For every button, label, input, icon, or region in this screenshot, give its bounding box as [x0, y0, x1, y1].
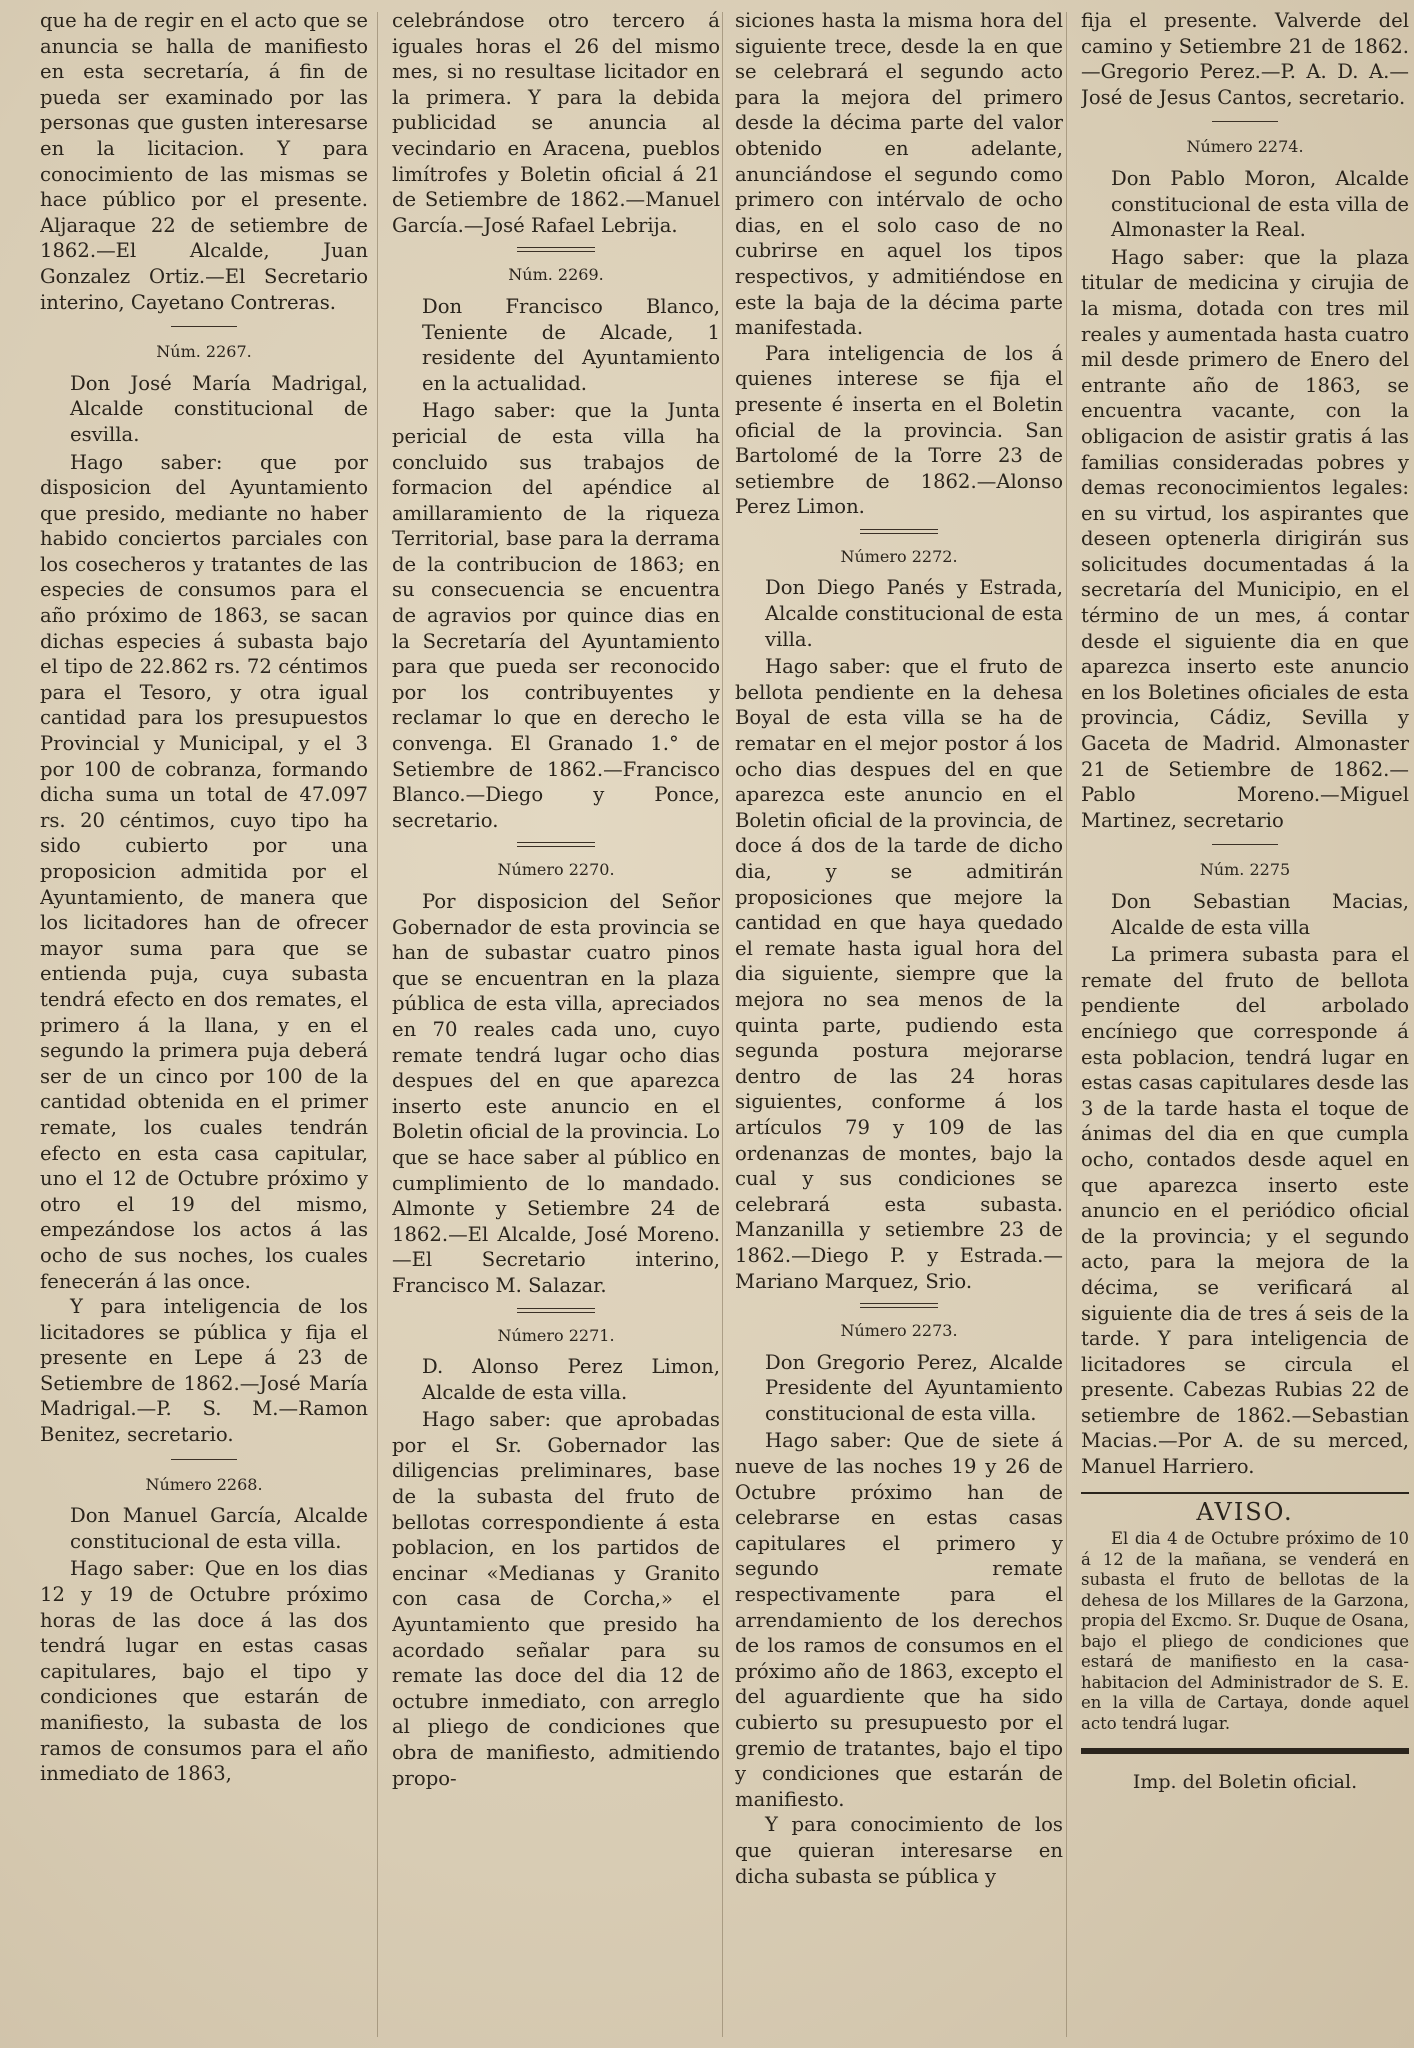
- notice-number: Número 2271.: [497, 1325, 615, 1345]
- notice-body: Hago saber: Que de siete á nueve de las noches 19 y 26 de Octubre próximo han de celebrarse en estas casas capitulares el primero y segundo remate respectivamente para el arrendamiento de los derechos de los ramos de consumos en el próximo año de 1863, excepto el del aguardiente que ha sido cubierto su presupuesto por el gremio de tratantes, bajo el tipo y condiciones que estarán de manifiesto.: [735, 1429, 1063, 1811]
- notice-number: Número 2272.: [840, 546, 958, 566]
- notice-heading: Don José María Madrigal, Alcalde constitucional de esvilla.: [70, 371, 368, 446]
- notice-heading: D. Alonso Perez Limon, Alcalde de esta villa.: [422, 1355, 720, 1404]
- notice-body: Hago saber: Que en los dias 12 y 19 de Octubre próximo horas de las doce á las dos tendrá lugar en estas casas capitulares, bajo el tipo y condiciones que estarán de manifiesto, la subasta de los ramos de consumos para el año inmediato de 1863,: [40, 1557, 368, 1786]
- column-rule-2: [722, 12, 723, 2037]
- notice-heading: Don Francisco Blanco, Teniente de Alcade, 1 residente del Ayuntamiento en la actualidad.: [422, 294, 720, 395]
- notice-body: Y para conocimiento de los que quieran interesarse en dicha subasta se pública y: [735, 1813, 1063, 1888]
- separator: [40, 1454, 368, 1464]
- notice-2266-continuation: que ha de regir en el acto que se anuncia se halla de manifiesto en esta secretaría, á fin de pueda ser examinado por las personas que gusten interesarse en la licitacion. Y para conocimiento de las mismas se hace público por el presente. Aljaraque 22 de setiembre de 1862.—El Alcalde, Juan Gonzalez Ortiz.—El Secretario interino, Cayetano Contreras.: [40, 9, 368, 314]
- aviso-title: AVISO.: [1196, 1497, 1294, 1526]
- column-1: [40, 8, 368, 1787]
- notice-2273-continuation: fija el presente. Valverde del camino y Setiembre 21 de 1862.—Gregorio Perez.—P. A. D. A.—José de Jesus Cantos, secretario.: [1081, 9, 1409, 109]
- column-rule-1: [377, 12, 378, 2037]
- heavy-rule: [1081, 1748, 1409, 1754]
- separator: [392, 839, 720, 849]
- notice-2271-continuation: siciones hasta la misma hora del siguiente trece, desde la en que se celebrará el segundo acto para la mejora del primero desde la décima parte del valor obtenido en adelante, anunciándose el segundo como primero con intérvalo de ocho dias, en el solo caso de no cubrirse en aquel los tipos respectivos, y admitiéndose en este la baja de la décima parte manifestada.: [735, 9, 1063, 340]
- notice-body: Hago saber: que aprobadas por el Sr. Gobernador las diligencias preliminares, base de la subasta del fruto de bellotas correspondiente á esta poblacion, en los partidos de encinar «Medianas y Granito con casa de Corcha,» el Ayuntamiento que presido ha acordado señalar para su remate las doce del dia 12 de octubre inmediato, con arreglo al pliego de condiciones que obra de manifiesto, admitiendo propo-: [392, 1408, 720, 1790]
- column-2: [392, 8, 720, 1791]
- notice-number: Núm. 2267.: [156, 342, 252, 362]
- notice-heading: Don Manuel García, Alcalde constitucional de esta villa.: [70, 1504, 368, 1553]
- notice-2268-continuation: celebrándose otro tercero á iguales horas el 26 del mismo mes, si no resultase licitador en la primera. Y para la debida publicidad se anuncia al vecindario en Aracena, pueblos limítrofes y Boletin oficial á 21 de Setiembre de 1862.—Manuel García.—José Rafael Lebrija.: [392, 9, 720, 237]
- notice-body: Por disposicion del Señor Gobernador de esta provincia se han de subastar cuatro pinos que se encuentran en la plaza pública de esta villa, apreciados en 70 reales cada uno, cuyo remate tendrá lugar ocho dias despues del en que aparezca inserto este anuncio en el Boletin oficial de la provincia. Lo que se hace saber al público en cumplimiento de lo mandado. Almonte y Setiembre 24 de 1862.—El Alcalde, José Moreno.—El Secretario interino, Francisco M. Salazar.: [392, 890, 720, 1297]
- notice-number: Núm. 2269.: [508, 265, 604, 285]
- aviso-body: El dia 4 de Octubre próximo de 10 á 12 de la mañana, se venderá en subasta el fruto de bellotas de la dehesa de los Millares de la Garzona, propia del Excmo. Sr. Duque de Osana, bajo el pliego de condiciones que estará de manifiesto en la casa-habitacion del Administrador de S. E. en la villa de Cartaya, donde aquel acto tendrá lugar.: [1081, 1529, 1409, 1733]
- notice-body: La primera subasta para el remate del fruto de bellota pendiente del arbolado encíniego que corresponde á esta poblacion, tendrá lugar en estas casas capitulares desde las 3 de la tarde hasta el toque de ánimas del dia en que cumpla ocho, contados desde aquel en que aparezca inserto este anuncio en el periódico oficial de la provincia; y el segundo acto, para la mejora de la décima, se verificará al siguiente dia de tres á seis de la tarde. Y para inteligencia de licitadores se circula el presente. Cabezas Rubias 22 de setiembre de 1862.—Sebastian Macias.—Por A. de su merced, Manuel Harriero.: [1081, 943, 1409, 1479]
- notice-body: Para inteligencia de los á quienes interese se fija el presente é inserta en el Boletin oficial de la provincia. San Bartolomé de la Torre 23 de setiembre de 1862.—Alonso Perez Limon.: [735, 341, 1063, 519]
- separator: [392, 244, 720, 254]
- printer-imprint: Imp. del Boletin oficial.: [1132, 1771, 1358, 1794]
- notice-body: Hago saber: que el fruto de bellota pendiente en la dehesa Boyal de esta villa se ha de rematar en el mejor postor á los ocho dias despues del en que aparezca este anuncio en el Boletin oficial de la provincia, de doce á dos de la tarde de dicho dia, y se admitirán proposiciones que mejore la cantidad en que haya quedado el remate hasta igual hora del dia siguiente, siempre que la mejora no sea menos de la quinta parte, pudiendo esta segunda postura mejorarse dentro de las 24 horas siguientes, conforme á los artículos 79 y 109 de las ordenanzas de montes, bajo la cual y sus condiciones se celebrará esta subasta. Manzanilla y setiembre 23 de 1862.—Diego P. y Estrada.—Mariano Marquez, Srio.: [735, 655, 1063, 1293]
- separator: [1081, 116, 1409, 126]
- column-4: [1081, 8, 1409, 1796]
- notice-heading: Don Pablo Moron, Alcalde constitucional de esta villa de Almonaster la Real.: [1111, 166, 1409, 242]
- notice-number: Número 2274.: [1186, 137, 1304, 157]
- separator: [735, 1300, 1063, 1310]
- separator: [735, 526, 1063, 536]
- notice-heading: Don Sebastian Macias, Alcalde de esta villa: [1111, 890, 1409, 939]
- notice-number: Número 2268.: [145, 1474, 263, 1494]
- column-3: [735, 8, 1063, 1889]
- column-rule-3: [1066, 12, 1067, 2037]
- aviso-rule: [1081, 1492, 1409, 1494]
- notice-heading: Don Gregorio Perez, Alcalde Presidente del Ayuntamiento constitucional de esta villa.: [765, 1350, 1063, 1425]
- separator: [40, 321, 368, 331]
- notice-body: Hago saber: que por disposicion del Ayuntamiento que presido, mediante no haber habido conciertos parciales con los cosecheros y tratantes de las especies de consumos para el año próximo de 1863, se sacan dichas especies á subasta bajo el tipo de 22.862 rs. 72 céntimos para el Tesoro, y otra igual cantidad para los presupuestos Provincial y Municipal, y el 3 por 100 de cobranza, formando dicha suma un total de 47.097 rs. 20 céntimos, cuyo tipo ha sido cubierto por una proposicion admitida por el Ayuntamiento, de manera que los licitadores han de ofrecer mayor suma para que se entienda puja, cuya subasta tendrá efecto en dos remates, el primero á la llana, y en el segundo la primera puja deberá ser de un cinco por 100 de la cantidad obtenida en el primer remate, los cuales tendrán efecto en esta casa capitular, uno el 12 de Octubre próximo y otro el 19 del mismo, empezándose los actos á las ocho de sus noches, los cuales fenecerán á las once.: [40, 450, 368, 1293]
- notice-body: Hago saber: que la Junta pericial de esta villa ha concluido sus trabajos de formacion del apéndice al amillaramiento de la riqueza Territorial, base para la derrama de la contribucion de 1863; en su consecuencia se encuentra de agravios por quince dias en la Secretaría del Ayuntamiento para que pueda ser reconocido por los contribuyentes y reclamar lo que en derecho le convenga. El Granado 1.° de Setiembre de 1862.—Francisco Blanco.—Diego y Ponce, secretario.: [392, 399, 720, 832]
- notice-number: Número 2270.: [497, 860, 615, 880]
- notice-body: Y para inteligencia de los licitadores se pública y fija el presente en Lepe á 23 de Setiembre de 1862.—José María Madrigal.—P. S. M.—Ramon Benitez, secretario.: [40, 1295, 368, 1447]
- separator: [1081, 839, 1409, 849]
- notice-number: Número 2273.: [840, 1321, 958, 1341]
- notice-body: Hago saber: que la plaza titular de medicina y cirujia de la misma, dotada con tres mil reales y aumentada hasta cuatro mil desde primero de Enero del entrante año de 1863, se encuentra vacante, con la obligacion de asistir gratis á las familias consideradas pobres y demas reconocimientos legales: en su virtud, los aspirantes que deseen optenerla dirigirán sus solicitudes documentadas á la secretaría del Municipio, en el término de un mes, á contar desde el siguiente dia en que aparezca inserto este anuncio en los Boletines oficiales de esta provincia, Cádiz, Sevilla y Gaceta de Madrid. Almonaster 21 de Setiembre de 1862.—Pablo Moreno.—Miguel Martinez, secretario: [1081, 245, 1409, 832]
- notice-number: Núm. 2275: [1199, 860, 1291, 880]
- notice-heading: Don Diego Panés y Estrada, Alcalde constitucional de esta villa.: [765, 576, 1063, 651]
- separator: [392, 1305, 720, 1315]
